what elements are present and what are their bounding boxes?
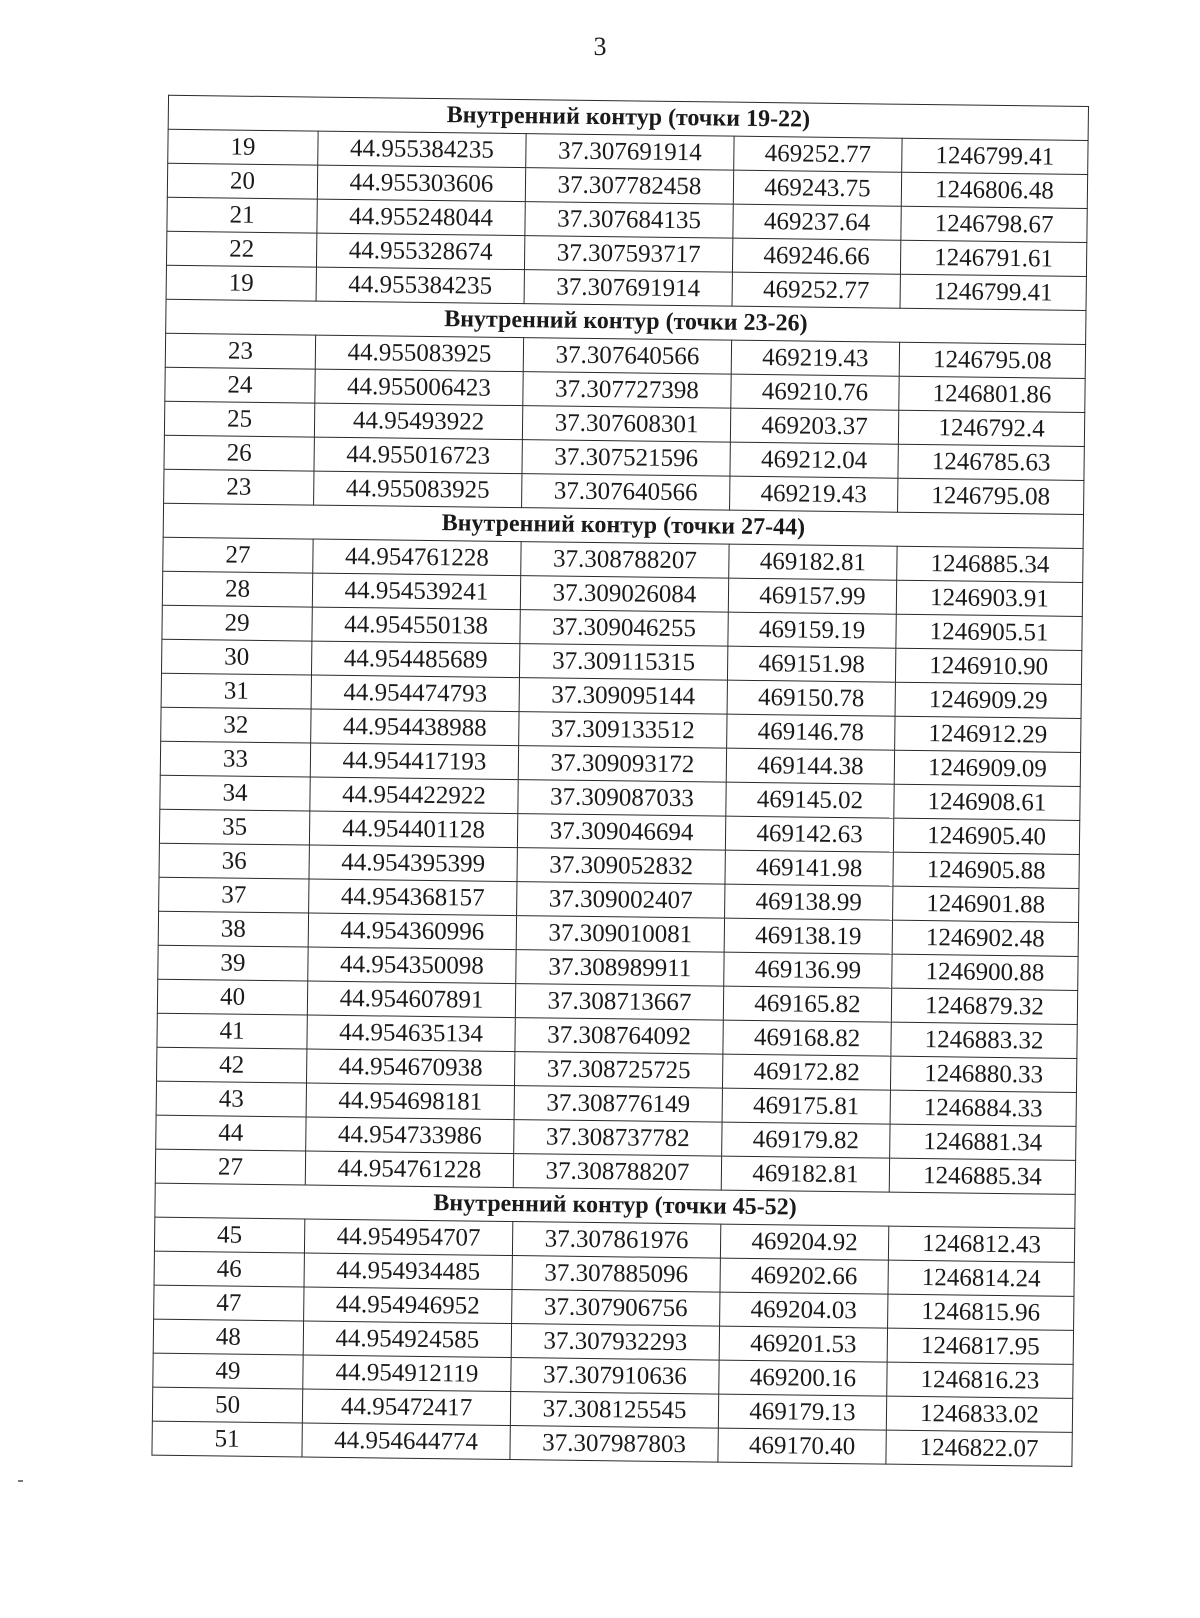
longitude-cell: 37.309052832 bbox=[517, 848, 725, 885]
x-coordinate-cell: 469202.66 bbox=[720, 1258, 888, 1294]
longitude-cell: 37.307906756 bbox=[512, 1290, 720, 1327]
x-coordinate-cell: 469138.19 bbox=[724, 918, 892, 954]
x-coordinate-cell: 469179.13 bbox=[718, 1394, 886, 1430]
y-coordinate-cell: 1246792.4 bbox=[898, 410, 1084, 446]
point-number-cell: 42 bbox=[157, 1047, 307, 1083]
longitude-cell: 37.307521596 bbox=[522, 440, 730, 477]
x-coordinate-cell: 469138.99 bbox=[725, 884, 893, 920]
latitude-cell: 44.954912119 bbox=[303, 1355, 511, 1392]
longitude-cell: 37.307593717 bbox=[524, 236, 732, 273]
latitude-cell: 44.955248044 bbox=[317, 199, 525, 236]
point-number-cell: 23 bbox=[164, 469, 314, 505]
x-coordinate-cell: 469175.81 bbox=[722, 1088, 890, 1124]
y-coordinate-cell: 1246909.09 bbox=[894, 750, 1080, 786]
point-number-cell: 47 bbox=[154, 1285, 304, 1321]
longitude-cell: 37.308125545 bbox=[510, 1392, 718, 1429]
x-coordinate-cell: 469151.98 bbox=[727, 646, 895, 682]
y-coordinate-cell: 1246799.41 bbox=[902, 138, 1088, 174]
latitude-cell: 44.954360996 bbox=[308, 913, 516, 950]
x-coordinate-cell: 469210.76 bbox=[731, 374, 899, 410]
x-coordinate-cell: 469159.19 bbox=[728, 612, 896, 648]
x-coordinate-cell: 469203.37 bbox=[730, 408, 898, 444]
point-number-cell: 48 bbox=[153, 1319, 303, 1355]
y-coordinate-cell: 1246885.34 bbox=[889, 1158, 1075, 1194]
point-number-cell: 22 bbox=[166, 231, 316, 267]
point-number-cell: 27 bbox=[155, 1149, 305, 1185]
longitude-cell: 37.309095144 bbox=[519, 678, 727, 715]
x-coordinate-cell: 469172.82 bbox=[722, 1054, 890, 1090]
y-coordinate-cell: 1246816.23 bbox=[887, 1362, 1073, 1398]
x-coordinate-cell: 469182.81 bbox=[721, 1156, 889, 1192]
point-number-cell: 45 bbox=[154, 1217, 304, 1253]
point-number-cell: 46 bbox=[154, 1251, 304, 1287]
y-coordinate-cell: 1246795.08 bbox=[898, 478, 1084, 514]
longitude-cell: 37.309046255 bbox=[520, 610, 728, 647]
point-number-cell: 28 bbox=[162, 571, 312, 607]
latitude-cell: 44.954395399 bbox=[309, 845, 517, 882]
x-coordinate-cell: 469219.43 bbox=[730, 476, 898, 512]
latitude-cell: 44.954946952 bbox=[304, 1287, 512, 1324]
x-coordinate-cell: 469142.63 bbox=[725, 816, 893, 852]
y-coordinate-cell: 1246909.29 bbox=[895, 682, 1081, 718]
latitude-cell: 44.955016723 bbox=[314, 437, 522, 474]
point-number-cell: 19 bbox=[166, 265, 316, 301]
longitude-cell: 37.309010081 bbox=[516, 916, 724, 953]
longitude-cell: 37.307932293 bbox=[511, 1324, 719, 1361]
point-number-cell: 25 bbox=[164, 401, 314, 437]
x-coordinate-cell: 469182.81 bbox=[729, 544, 897, 580]
latitude-cell: 44.955083925 bbox=[314, 471, 522, 508]
point-number-cell: 40 bbox=[157, 979, 307, 1015]
latitude-cell: 44.954438988 bbox=[311, 709, 519, 746]
y-coordinate-cell: 1246806.48 bbox=[901, 172, 1087, 208]
latitude-cell: 44.955384235 bbox=[318, 131, 526, 168]
longitude-cell: 37.309087033 bbox=[518, 780, 726, 817]
y-coordinate-cell: 1246799.41 bbox=[900, 274, 1086, 310]
longitude-cell: 37.307727398 bbox=[523, 372, 731, 409]
x-coordinate-cell: 469146.78 bbox=[727, 714, 895, 750]
latitude-cell: 44.954954707 bbox=[304, 1219, 512, 1256]
point-number-cell: 29 bbox=[162, 605, 312, 641]
y-coordinate-cell: 1246910.90 bbox=[895, 648, 1081, 684]
x-coordinate-cell: 469150.78 bbox=[727, 680, 895, 716]
latitude-cell: 44.954924585 bbox=[303, 1321, 511, 1358]
y-coordinate-cell: 1246881.34 bbox=[890, 1124, 1076, 1160]
y-coordinate-cell: 1246814.24 bbox=[888, 1260, 1074, 1296]
point-number-cell: 38 bbox=[158, 911, 308, 947]
longitude-cell: 37.307640566 bbox=[522, 474, 730, 511]
x-coordinate-cell: 469237.64 bbox=[733, 204, 901, 240]
page-number: 3 bbox=[593, 32, 607, 61]
point-number-cell: 35 bbox=[159, 809, 309, 845]
x-coordinate-cell: 469136.99 bbox=[724, 952, 892, 988]
x-coordinate-cell: 469204.03 bbox=[720, 1292, 888, 1328]
y-coordinate-cell: 1246791.61 bbox=[900, 240, 1086, 276]
y-coordinate-cell: 1246822.07 bbox=[886, 1430, 1072, 1466]
y-coordinate-cell: 1246815.96 bbox=[888, 1294, 1074, 1330]
point-number-cell: 36 bbox=[159, 843, 309, 879]
x-coordinate-cell: 469145.02 bbox=[726, 782, 894, 818]
longitude-cell: 37.307861976 bbox=[512, 1222, 720, 1259]
longitude-cell: 37.309046694 bbox=[517, 814, 725, 851]
y-coordinate-cell: 1246833.02 bbox=[886, 1396, 1072, 1432]
longitude-cell: 37.307684135 bbox=[525, 202, 733, 239]
y-coordinate-cell: 1246903.91 bbox=[896, 580, 1082, 616]
longitude-cell: 37.307640566 bbox=[523, 338, 731, 375]
y-coordinate-cell: 1246905.40 bbox=[893, 818, 1079, 854]
latitude-cell: 44.954350098 bbox=[308, 947, 516, 984]
latitude-cell: 44.954417193 bbox=[310, 743, 518, 780]
longitude-cell: 37.307691914 bbox=[526, 134, 734, 171]
longitude-cell: 37.307885096 bbox=[512, 1256, 720, 1293]
y-coordinate-cell: 1246785.63 bbox=[898, 444, 1084, 480]
x-coordinate-cell: 469179.82 bbox=[722, 1122, 890, 1158]
latitude-cell: 44.954485689 bbox=[311, 641, 519, 678]
latitude-cell: 44.954761228 bbox=[313, 539, 521, 576]
latitude-cell: 44.95493922 bbox=[314, 403, 522, 440]
latitude-cell: 44.954635134 bbox=[307, 1015, 515, 1052]
longitude-cell: 37.307910636 bbox=[511, 1358, 719, 1395]
x-coordinate-cell: 469212.04 bbox=[730, 442, 898, 478]
latitude-cell: 44.954368157 bbox=[309, 879, 517, 916]
latitude-cell: 44.954401128 bbox=[309, 811, 517, 848]
section-title: Внутренний контур (точки 23-26) bbox=[166, 299, 1086, 344]
point-number-cell: 30 bbox=[162, 639, 312, 675]
longitude-cell: 37.309115315 bbox=[519, 644, 727, 681]
longitude-cell: 37.308725725 bbox=[514, 1052, 722, 1089]
y-coordinate-cell: 1246908.61 bbox=[894, 784, 1080, 820]
longitude-cell: 37.308788207 bbox=[521, 542, 729, 579]
x-coordinate-cell: 469252.77 bbox=[732, 272, 900, 308]
y-coordinate-cell: 1246901.88 bbox=[893, 886, 1079, 922]
y-coordinate-cell: 1246884.33 bbox=[890, 1090, 1076, 1126]
longitude-cell: 37.308788207 bbox=[513, 1154, 721, 1191]
y-coordinate-cell: 1246912.29 bbox=[895, 716, 1081, 752]
point-number-cell: 20 bbox=[167, 163, 317, 199]
coordinates-table bbox=[151, 95, 1089, 1467]
coordinates-table-container bbox=[151, 95, 1088, 1467]
latitude-cell: 44.955083925 bbox=[315, 335, 523, 372]
latitude-cell: 44.954698181 bbox=[306, 1083, 514, 1120]
longitude-cell: 37.307782458 bbox=[525, 168, 733, 205]
y-coordinate-cell: 1246817.95 bbox=[887, 1328, 1073, 1364]
longitude-cell: 37.309133512 bbox=[519, 712, 727, 749]
longitude-cell: 37.308737782 bbox=[514, 1120, 722, 1157]
longitude-cell: 37.309093172 bbox=[518, 746, 726, 783]
x-coordinate-cell: 469246.66 bbox=[732, 238, 900, 274]
x-coordinate-cell: 469200.16 bbox=[719, 1360, 887, 1396]
longitude-cell: 37.307608301 bbox=[522, 406, 730, 443]
point-number-cell: 43 bbox=[156, 1081, 306, 1117]
point-number-cell: 39 bbox=[158, 945, 308, 981]
section-title: Внутренний контур (точки 27-44) bbox=[163, 503, 1083, 548]
latitude-cell: 44.954934485 bbox=[304, 1253, 512, 1290]
x-coordinate-cell: 469201.53 bbox=[719, 1326, 887, 1362]
longitude-cell: 37.308989911 bbox=[516, 950, 724, 987]
coordinates-table-body bbox=[152, 95, 1089, 1466]
x-coordinate-cell: 469168.82 bbox=[723, 1020, 891, 1056]
y-coordinate-cell: 1246795.08 bbox=[899, 342, 1085, 378]
x-coordinate-cell: 469219.43 bbox=[731, 340, 899, 376]
point-number-cell: 33 bbox=[160, 741, 310, 777]
latitude-cell: 44.954422922 bbox=[310, 777, 518, 814]
latitude-cell: 44.955328674 bbox=[316, 233, 524, 270]
y-coordinate-cell: 1246900.88 bbox=[892, 954, 1078, 990]
x-coordinate-cell: 469141.98 bbox=[725, 850, 893, 886]
point-number-cell: 32 bbox=[161, 707, 311, 743]
latitude-cell: 44.954550138 bbox=[312, 607, 520, 644]
y-coordinate-cell: 1246812.43 bbox=[888, 1226, 1074, 1262]
point-number-cell: 19 bbox=[168, 129, 318, 165]
point-number-cell: 49 bbox=[153, 1353, 303, 1389]
scan-artifact bbox=[18, 1480, 23, 1482]
x-coordinate-cell: 469204.92 bbox=[720, 1224, 888, 1260]
longitude-cell: 37.309026084 bbox=[520, 576, 728, 613]
x-coordinate-cell: 469144.38 bbox=[726, 748, 894, 784]
x-coordinate-cell: 469165.82 bbox=[723, 986, 891, 1022]
point-number-cell: 24 bbox=[165, 367, 315, 403]
point-number-cell: 31 bbox=[161, 673, 311, 709]
longitude-cell: 37.307987803 bbox=[510, 1426, 718, 1463]
point-number-cell: 51 bbox=[152, 1421, 302, 1457]
y-coordinate-cell: 1246880.33 bbox=[890, 1056, 1076, 1092]
y-coordinate-cell: 1246905.51 bbox=[896, 614, 1082, 650]
point-number-cell: 23 bbox=[165, 333, 315, 369]
point-number-cell: 34 bbox=[160, 775, 310, 811]
latitude-cell: 44.955384235 bbox=[316, 267, 524, 304]
point-number-cell: 26 bbox=[164, 435, 314, 471]
latitude-cell: 44.955303606 bbox=[317, 165, 525, 202]
latitude-cell: 44.955006423 bbox=[315, 369, 523, 406]
section-title: Внутренний контур (точки 45-52) bbox=[155, 1183, 1075, 1228]
latitude-cell: 44.954607891 bbox=[307, 981, 515, 1018]
x-coordinate-cell: 469243.75 bbox=[733, 170, 901, 206]
y-coordinate-cell: 1246883.32 bbox=[891, 1022, 1077, 1058]
latitude-cell: 44.95472417 bbox=[302, 1389, 510, 1426]
point-number-cell: 44 bbox=[156, 1115, 306, 1151]
longitude-cell: 37.308776149 bbox=[514, 1086, 722, 1123]
y-coordinate-cell: 1246885.34 bbox=[897, 546, 1083, 582]
latitude-cell: 44.954670938 bbox=[307, 1049, 515, 1086]
y-coordinate-cell: 1246905.88 bbox=[893, 852, 1079, 888]
longitude-cell: 37.307691914 bbox=[524, 270, 732, 307]
longitude-cell: 37.309002407 bbox=[517, 882, 725, 919]
point-number-cell: 21 bbox=[167, 197, 317, 233]
section-title: Внутренний контур (точки 19-22) bbox=[168, 95, 1088, 140]
longitude-cell: 37.308713667 bbox=[515, 984, 723, 1021]
point-number-cell: 50 bbox=[152, 1387, 302, 1423]
latitude-cell: 44.954644774 bbox=[302, 1423, 510, 1460]
x-coordinate-cell: 469170.40 bbox=[718, 1428, 886, 1464]
point-number-cell: 41 bbox=[157, 1013, 307, 1049]
x-coordinate-cell: 469252.77 bbox=[734, 136, 902, 172]
x-coordinate-cell: 469157.99 bbox=[728, 578, 896, 614]
point-number-cell: 27 bbox=[163, 537, 313, 573]
y-coordinate-cell: 1246879.32 bbox=[891, 988, 1077, 1024]
latitude-cell: 44.954474793 bbox=[311, 675, 519, 712]
y-coordinate-cell: 1246801.86 bbox=[899, 376, 1085, 412]
longitude-cell: 37.308764092 bbox=[515, 1018, 723, 1055]
latitude-cell: 44.954539241 bbox=[312, 573, 520, 610]
y-coordinate-cell: 1246902.48 bbox=[892, 920, 1078, 956]
latitude-cell: 44.954733986 bbox=[306, 1117, 514, 1154]
latitude-cell: 44.954761228 bbox=[305, 1151, 513, 1188]
y-coordinate-cell: 1246798.67 bbox=[901, 206, 1087, 242]
point-number-cell: 37 bbox=[159, 877, 309, 913]
